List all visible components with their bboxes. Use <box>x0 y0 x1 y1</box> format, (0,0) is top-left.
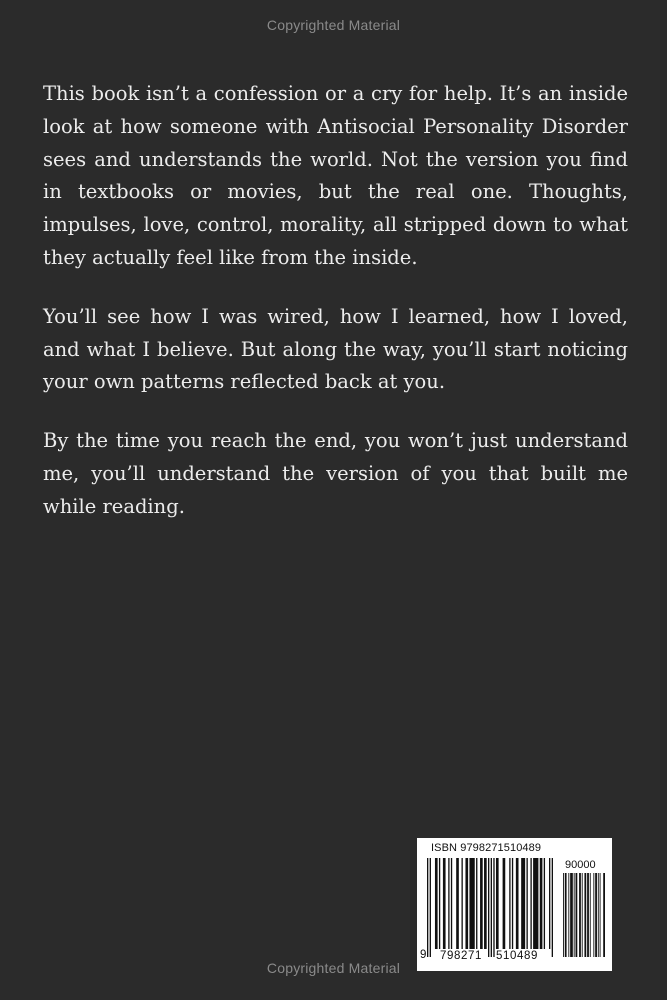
isbn-barcode <box>417 838 612 971</box>
barcode-bar <box>582 873 583 957</box>
barcode-bar <box>549 858 550 949</box>
barcode-bar <box>563 873 564 957</box>
barcode-bar <box>526 858 527 949</box>
barcode-bar <box>469 858 474 949</box>
barcode-bar <box>595 873 597 957</box>
barcode-bar <box>587 873 589 957</box>
barcode-bar <box>584 873 586 957</box>
barcode-bar <box>503 858 506 949</box>
barcode-bar <box>565 873 567 957</box>
barcode-bar <box>443 858 446 949</box>
barcode-bar <box>476 858 477 949</box>
barcode-bar <box>574 873 575 957</box>
barcode-digits-left: 798271 <box>440 950 482 962</box>
isbn-label: ISBN 9798271510489 <box>431 842 542 854</box>
barcode-bar <box>516 858 519 949</box>
barcode-bar <box>533 858 538 949</box>
copyright-watermark-top: Copyrighted Material <box>266 17 401 33</box>
barcode-bar <box>579 873 581 957</box>
copyright-watermark-bottom: Copyrighted Material <box>266 960 401 976</box>
barcode-bar <box>435 858 438 949</box>
barcode-bar <box>509 858 510 949</box>
blurb-paragraph-1: This book isn’t a confession or a cry for help. It’s an inside look at how someone with Antisocial Personality Disorder sees and understands the world. Not the version you find in textbooks or movies, but the real one. Thoughts, impulses, love, control, morality, all stripped down to what they actually feel like from the inside. <box>43 82 628 269</box>
barcode-bar <box>465 858 468 949</box>
blurb-paragraph-3: By the time you reach the end, you won’t just understand me, you’ll understand the version of you that built me while reading. <box>43 429 628 518</box>
barcode-bar <box>544 858 545 949</box>
barcode-digits-right: 510489 <box>496 950 538 962</box>
barcode-bar <box>461 858 462 949</box>
barcode-bar <box>598 873 599 957</box>
barcode-bar <box>439 858 440 949</box>
barcode-bar <box>456 858 459 949</box>
barcode-bar <box>512 858 513 949</box>
barcode-bar <box>593 873 594 957</box>
barcode-bar <box>530 858 531 949</box>
barcode-main-bars <box>427 858 553 957</box>
barcode-bar <box>484 858 487 949</box>
barcode-bar <box>590 873 591 957</box>
barcode-bar <box>552 858 553 957</box>
barcode-bar <box>451 858 452 949</box>
barcode-bar <box>576 873 578 957</box>
barcode-bar <box>493 858 494 957</box>
blurb-paragraph-2: You’ll see how I was wired, how I learned, how I loved, and what I believe. But along the way, you’ll start noticing your own patterns reflected back at you. <box>43 304 628 394</box>
barcode-bar <box>491 858 492 957</box>
barcode-bar <box>430 858 431 957</box>
barcode-addon-bars <box>563 873 605 957</box>
barcode-bar <box>448 858 449 949</box>
barcode-bar <box>427 858 428 957</box>
price-code-label: 90000 <box>565 859 596 871</box>
barcode-lead-digit: 9 <box>420 949 427 961</box>
barcode-bar <box>496 858 499 949</box>
barcode-bar <box>570 873 573 957</box>
barcode-bar <box>480 858 483 949</box>
back-cover-blurb <box>43 78 628 550</box>
barcode-bar <box>600 873 601 957</box>
barcode-bar <box>568 873 569 957</box>
barcode-bar <box>521 858 525 949</box>
barcode-bar <box>603 873 605 957</box>
barcode-bar <box>488 858 489 957</box>
barcode-bar <box>540 858 543 949</box>
